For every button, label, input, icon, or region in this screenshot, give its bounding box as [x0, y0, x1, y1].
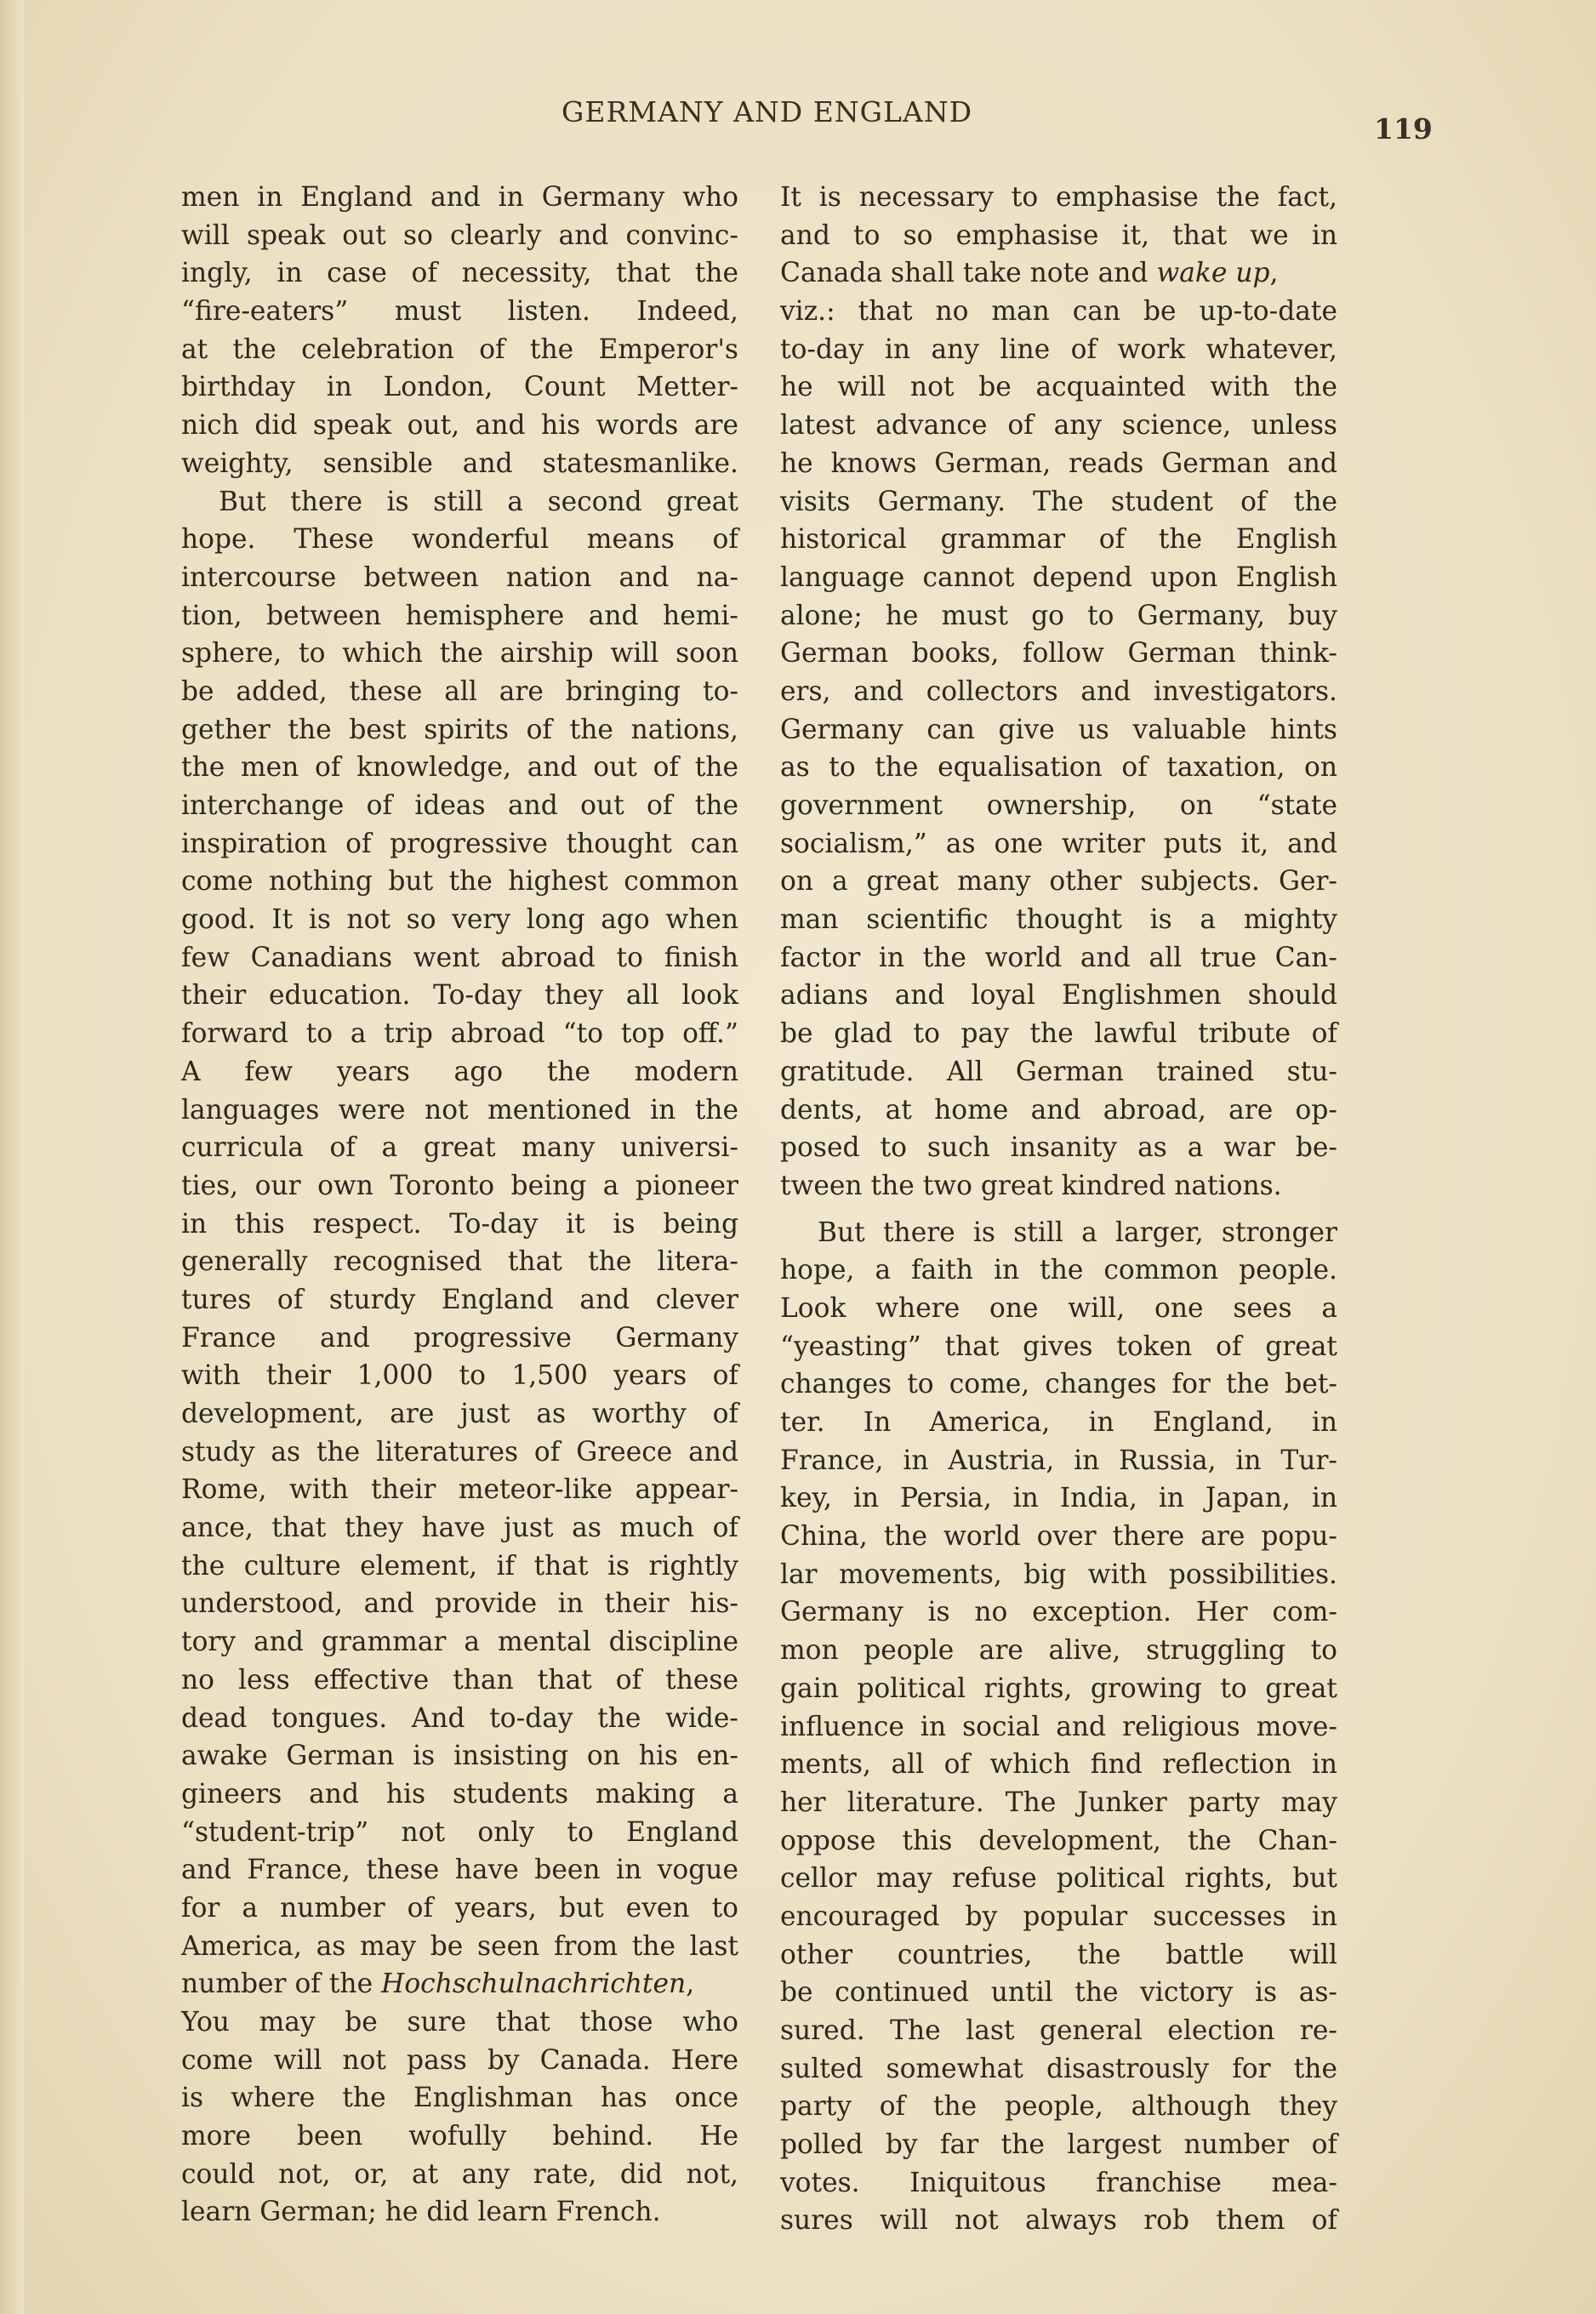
- text-line: good. It is not so very long ago when: [181, 904, 738, 936]
- text-line: study as the literatures of Greece and: [181, 1436, 738, 1468]
- text-line: alone; he must go to Germany, buy: [780, 600, 1337, 631]
- text-line: changes to come, changes for the bet-: [780, 1369, 1337, 1400]
- text-line: the culture element, if that is rightly: [181, 1550, 738, 1582]
- text-line: be added, these all are bringing to-: [181, 675, 738, 707]
- paragraph-start-line: But there is still a second great: [219, 486, 738, 517]
- text-line: more been wofully behind. He: [181, 2121, 738, 2152]
- text-line: hope. These wonderful means of: [181, 524, 738, 556]
- text-line: “fire-eaters” must listen. Indeed,: [181, 296, 738, 328]
- text-line: ance, that they have just as much of: [181, 1513, 738, 1544]
- text-line: sulted somewhat disastrously for the: [780, 2053, 1337, 2084]
- text-line: as to the equalisation of taxation, on: [780, 752, 1337, 784]
- text-line: languages were not mentioned in the: [181, 1094, 738, 1126]
- text-fragment: Canada shall take note and: [780, 258, 1149, 289]
- text-line: lar movements, big with possibilities.: [780, 1559, 1337, 1590]
- page-gutter-shadow: [0, 0, 24, 2314]
- text-line: cellor may refuse political rights, but: [780, 1863, 1337, 1895]
- text-line: A few years ago the modern: [181, 1056, 738, 1087]
- text-line: for a number of years, but even to: [181, 1892, 738, 1924]
- text-line: men in England and in Germany who: [181, 182, 738, 213]
- text-fragment: ,: [1269, 258, 1279, 289]
- text-line: socialism,” as one writer puts it, and: [780, 828, 1337, 859]
- text-line: nich did speak out, and his words are: [181, 410, 738, 442]
- text-line: “student-trip” not only to England: [181, 1816, 738, 1848]
- text-line: It is necessary to emphasise the fact,: [780, 182, 1337, 213]
- left-text-column: [181, 179, 738, 2231]
- text-line: and France, these have been in vogue: [181, 1855, 738, 1886]
- text-line: tion, between hemisphere and hemi-: [181, 600, 738, 631]
- text-fragment: number of the: [181, 1969, 373, 2000]
- text-line: no less effective than that of these: [181, 1664, 738, 1696]
- text-line: inspiration of progressive thought can: [181, 828, 738, 859]
- text-line: sphere, to which the airship will soon: [181, 638, 738, 670]
- text-line: encouraged by popular successes in: [780, 1901, 1337, 1932]
- text-line: intercourse between nation and na-: [181, 561, 738, 593]
- text-line: You may be sure that those who: [181, 2007, 738, 2038]
- text-line: posed to such insanity as a war be-: [780, 1132, 1337, 1164]
- text-line-with-italic: [780, 254, 1337, 293]
- text-line: understood, and provide in their his-: [181, 1588, 738, 1620]
- text-line: key, in Persia, in India, in Japan, in: [780, 1483, 1337, 1514]
- text-line: sured. The last general election re-: [780, 2015, 1337, 2046]
- text-line: France and progressive Germany: [181, 1322, 738, 1354]
- text-line: curricula of a great many universi-: [181, 1132, 738, 1164]
- text-line: their education. To-day they all look: [181, 980, 738, 1012]
- text-line: polled by far the largest number of: [780, 2129, 1337, 2161]
- text-line: he knows German, reads German and: [780, 447, 1337, 479]
- text-line: ties, our own Toronto being a pioneer: [181, 1170, 738, 1201]
- text-line: party of the people, although they: [780, 2091, 1337, 2123]
- text-line: China, the world over there are popu-: [780, 1521, 1337, 1553]
- text-line: in this respect. To-day it is being: [181, 1208, 738, 1240]
- text-line-with-italic: [181, 1965, 738, 2003]
- text-line: viz.: that no man can be up-to-date: [780, 296, 1337, 328]
- text-line: adians and loyal Englishmen should: [780, 980, 1337, 1012]
- text-line: weighty, sensible and statesmanlike.: [181, 447, 738, 479]
- text-line: visits Germany. The student of the: [780, 486, 1337, 517]
- text-line: “yeasting” that gives token of great: [780, 1331, 1337, 1362]
- text-line: Look where one will, one sees a: [780, 1292, 1337, 1324]
- text-line: man scientific thought is a mighty: [780, 904, 1337, 936]
- text-line: government ownership, on “state: [780, 790, 1337, 821]
- text-line: language cannot depend upon English: [780, 561, 1337, 593]
- text-line: awake German is insisting on his en-: [181, 1741, 738, 1772]
- text-line: come will not pass by Canada. Here: [181, 2044, 738, 2076]
- text-line: generally recognised that the litera-: [181, 1246, 738, 1278]
- text-line: other countries, the battle will: [780, 1939, 1337, 1970]
- text-line: at the celebration of the Emperor's: [181, 333, 738, 365]
- text-line: development, are just as worthy of: [181, 1399, 738, 1429]
- text-line: come nothing but the highest common: [181, 866, 738, 898]
- text-line: ers, and collectors and investigators.: [780, 675, 1337, 707]
- text-line: gether the best spirits of the nations,: [181, 714, 738, 745]
- text-line: with their 1,000 to 1,500 years of: [181, 1360, 738, 1392]
- text-line: votes. Iniquitous franchise mea-: [780, 2167, 1337, 2198]
- text-line: mon people are alive, struggling to: [780, 1635, 1337, 1667]
- text-line: interchange of ideas and out of the: [181, 790, 738, 821]
- text-line: and to so emphasise it, that we in: [780, 219, 1337, 251]
- text-fragment: ,: [686, 1969, 695, 2000]
- text-line: is where the Englishman has once: [181, 2083, 738, 2114]
- text-line: sures will not always rob them of: [780, 2205, 1337, 2237]
- page-number: 119: [1374, 112, 1433, 145]
- italic-emphasis: wake up: [1156, 258, 1270, 289]
- text-line: be continued until the victory is as-: [780, 1977, 1337, 2009]
- text-line: France, in Austria, in Russia, in Tur-: [780, 1445, 1337, 1476]
- text-line: tures of sturdy England and clever: [181, 1284, 738, 1315]
- text-line: hope, a faith in the common people.: [780, 1255, 1337, 1286]
- text-line: German books, follow German think-: [780, 638, 1337, 670]
- text-line: learn German; he did learn French.: [181, 2197, 661, 2228]
- text-line: Rome, with their meteor-like appear-: [181, 1474, 738, 1506]
- text-line: tween the two great kindred nations.: [780, 1170, 1282, 1201]
- text-line: few Canadians went abroad to finish: [181, 942, 738, 973]
- text-line: oppose this development, the Chan-: [780, 1825, 1337, 1856]
- text-line: Germany can give us valuable hints: [780, 714, 1337, 745]
- text-line: forward to a trip abroad “to top off.”: [181, 1018, 738, 1050]
- text-line: gain political rights, growing to great: [780, 1673, 1337, 1704]
- text-line: he will not be acquainted with the: [780, 372, 1337, 403]
- text-line: dead tongues. And to-day the wide-: [181, 1702, 738, 1734]
- paragraph-start-line: But there is still a larger, stronger: [818, 1217, 1337, 1248]
- text-line: ingly, in case of necessity, that the: [181, 258, 738, 289]
- running-head-title: GERMANY AND ENGLAND: [561, 95, 973, 128]
- text-line: the men of knowledge, and out of the: [181, 752, 738, 784]
- text-line: ter. In America, in England, in: [780, 1407, 1337, 1438]
- text-line: ments, all of which find reflection in: [780, 1749, 1337, 1781]
- italic-title: Hochschulnachrichten: [381, 1969, 687, 2000]
- text-line: will speak out so clearly and convinc-: [181, 219, 738, 251]
- right-text-column: [780, 179, 1337, 2240]
- text-line: America, as may be seen from the last: [181, 1930, 738, 1962]
- text-line: tory and grammar a mental discipline: [181, 1627, 738, 1658]
- text-line: birthday in London, Count Metter-: [181, 372, 738, 403]
- text-line: latest advance of any science, unless: [780, 410, 1337, 442]
- text-line: to-day in any line of work whatever,: [780, 333, 1337, 365]
- text-line: factor in the world and all true Can-: [780, 942, 1337, 973]
- text-line: could not, or, at any rate, did not,: [181, 2158, 738, 2190]
- text-line: Germany is no exception. Her com-: [780, 1597, 1337, 1628]
- text-line: on a great many other subjects. Ger-: [780, 866, 1337, 898]
- text-line: gratitude. All German trained stu-: [780, 1056, 1337, 1087]
- text-line: influence in social and religious move-: [780, 1711, 1337, 1742]
- text-line: dents, at home and abroad, are op-: [780, 1094, 1337, 1126]
- text-line: historical grammar of the English: [780, 524, 1337, 556]
- text-line: gineers and his students making a: [181, 1778, 738, 1810]
- text-line: her literature. The Junker party may: [780, 1787, 1337, 1818]
- text-line: be glad to pay the lawful tribute of: [780, 1018, 1337, 1050]
